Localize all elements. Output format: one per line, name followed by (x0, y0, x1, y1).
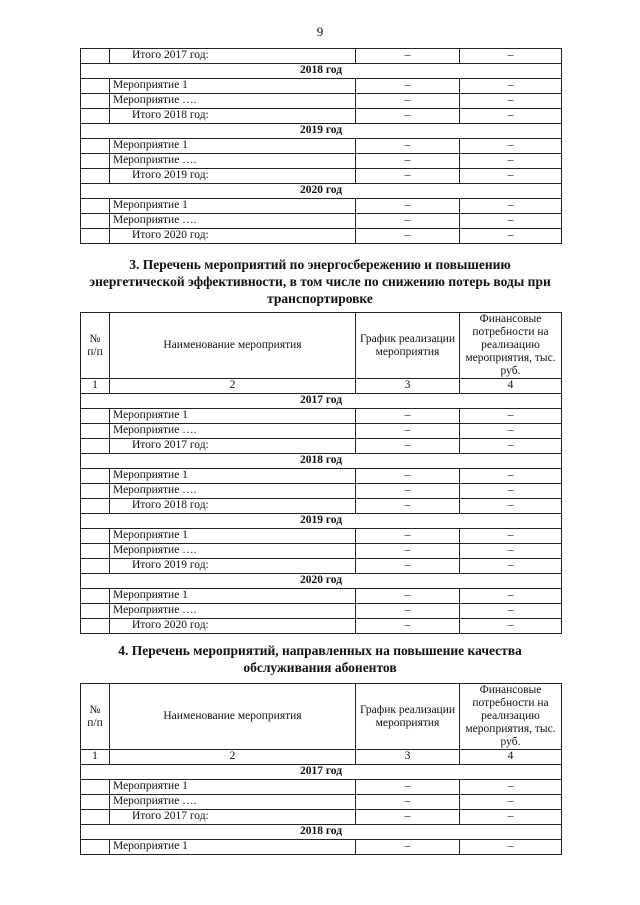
table-row (81, 94, 562, 109)
page-number: 9 (316, 24, 324, 39)
year-row (81, 64, 562, 79)
header-finance: Финансовые потребности на реализацию мероприятия, тыс. руб. (460, 684, 562, 750)
table-body (81, 49, 562, 244)
year-label: 2020 год (81, 184, 562, 199)
col-num-4: 4 (460, 750, 562, 765)
table-body (81, 684, 562, 855)
year-row (81, 124, 562, 139)
year-row (81, 394, 562, 409)
col-num-2: 2 (110, 750, 356, 765)
schedule-cell: – (356, 229, 460, 244)
schedule-cell: – (356, 529, 460, 544)
activity-name: Мероприятие 1 (110, 199, 356, 214)
activity-name: Мероприятие 1 (110, 589, 356, 604)
schedule-cell: – (356, 439, 460, 454)
year-row (81, 514, 562, 529)
year-row (81, 184, 562, 199)
table-row (81, 154, 562, 169)
total-row (81, 109, 562, 124)
total-row (81, 439, 562, 454)
header-number: № п/п (81, 684, 110, 750)
row-number-cell (81, 409, 110, 424)
row-number-cell (81, 795, 110, 810)
finance-cell: – (460, 424, 562, 439)
schedule-cell: – (356, 840, 460, 855)
total-label: Итого 2018 год: (110, 109, 356, 124)
finance-cell: – (460, 109, 562, 124)
header-name: Наименование мероприятия (110, 684, 356, 750)
table-row (81, 589, 562, 604)
table-row (81, 840, 562, 855)
year-label: 2017 год (81, 765, 562, 780)
row-number-cell (81, 94, 110, 109)
row-number-cell (81, 169, 110, 184)
table-row (81, 544, 562, 559)
row-number-cell (81, 139, 110, 154)
table-row (81, 469, 562, 484)
schedule-cell: – (356, 49, 460, 64)
finance-cell: – (460, 439, 562, 454)
schedule-cell: – (356, 109, 460, 124)
row-number-cell (81, 229, 110, 244)
table-row (81, 529, 562, 544)
year-label: 2017 год (81, 394, 562, 409)
row-number-cell (81, 589, 110, 604)
year-label: 2019 год (81, 514, 562, 529)
row-number-cell (81, 439, 110, 454)
activity-name: Мероприятие 1 (110, 79, 356, 94)
row-number-cell (81, 214, 110, 229)
row-number-cell (81, 544, 110, 559)
total-row (81, 499, 562, 514)
total-label: Итого 2019 год: (110, 559, 356, 574)
total-label: Итого 2020 год: (110, 619, 356, 634)
total-label: Итого 2018 год: (110, 499, 356, 514)
activity-name: Мероприятие 1 (110, 780, 356, 795)
row-number-cell (81, 199, 110, 214)
row-number-cell (81, 109, 110, 124)
year-row (81, 574, 562, 589)
row-number-cell (81, 619, 110, 634)
table-row (81, 139, 562, 154)
finance-cell: – (460, 154, 562, 169)
row-number-cell (81, 529, 110, 544)
total-row (81, 810, 562, 825)
finance-cell: – (460, 559, 562, 574)
schedule-cell: – (356, 604, 460, 619)
table-row (81, 424, 562, 439)
table-row (81, 199, 562, 214)
finance-cell: – (460, 214, 562, 229)
schedule-cell: – (356, 214, 460, 229)
table-header-row (81, 313, 562, 379)
row-number-cell (81, 79, 110, 94)
col-num-1: 1 (81, 750, 110, 765)
table-row (81, 484, 562, 499)
total-label: Итого 2017 год: (110, 810, 356, 825)
year-row (81, 765, 562, 780)
year-row (81, 825, 562, 840)
schedule-cell: – (356, 169, 460, 184)
schedule-cell: – (356, 139, 460, 154)
col-num-2: 2 (110, 379, 356, 394)
schedule-cell: – (356, 619, 460, 634)
section-4-title: 4. Перечень мероприятий, направленных на повышение качества обслуживания абонентов (118, 643, 522, 675)
finance-cell: – (460, 619, 562, 634)
finance-cell: – (460, 589, 562, 604)
schedule-cell: – (356, 469, 460, 484)
activity-name: Мероприятие …. (110, 154, 356, 169)
activity-name: Мероприятие 1 (110, 139, 356, 154)
header-schedule: График реализации мероприятия (356, 684, 460, 750)
finance-cell: – (460, 229, 562, 244)
row-number-cell (81, 840, 110, 855)
activity-name: Мероприятие …. (110, 795, 356, 810)
finance-cell: – (460, 604, 562, 619)
schedule-cell: – (356, 154, 460, 169)
col-num-3: 3 (356, 379, 460, 394)
row-number-cell (81, 780, 110, 795)
activity-name: Мероприятие …. (110, 424, 356, 439)
row-number-cell (81, 499, 110, 514)
header-schedule: График реализации мероприятия (356, 313, 460, 379)
schedule-cell: – (356, 199, 460, 214)
section-4-table (80, 683, 562, 855)
activity-name: Мероприятие 1 (110, 529, 356, 544)
header-number: № п/п (81, 313, 110, 379)
column-numbers-row (81, 750, 562, 765)
total-row (81, 169, 562, 184)
col-num-1: 1 (81, 379, 110, 394)
col-num-4: 4 (460, 379, 562, 394)
table-row (81, 214, 562, 229)
year-label: 2018 год (81, 454, 562, 469)
row-number-cell (81, 810, 110, 825)
finance-cell: – (460, 499, 562, 514)
total-row (81, 559, 562, 574)
table-row (81, 409, 562, 424)
finance-cell: – (460, 795, 562, 810)
finance-cell: – (460, 169, 562, 184)
finance-cell: – (460, 94, 562, 109)
finance-cell: – (460, 840, 562, 855)
schedule-cell: – (356, 559, 460, 574)
header-name: Наименование мероприятия (110, 313, 356, 379)
activity-name: Мероприятие 1 (110, 409, 356, 424)
row-number-cell (81, 424, 110, 439)
section-3-table (80, 312, 562, 634)
table-header-row (81, 684, 562, 750)
activity-name: Мероприятие …. (110, 604, 356, 619)
finance-cell: – (460, 79, 562, 94)
total-row (81, 619, 562, 634)
table-row (81, 795, 562, 810)
schedule-cell: – (356, 810, 460, 825)
schedule-cell: – (356, 94, 460, 109)
plan-table-continued (80, 48, 562, 244)
schedule-cell: – (356, 780, 460, 795)
row-number-cell (81, 49, 110, 64)
year-label: 2018 год (81, 825, 562, 840)
activity-name: Мероприятие 1 (110, 469, 356, 484)
total-row (81, 229, 562, 244)
finance-cell: – (460, 484, 562, 499)
activity-name: Мероприятие 1 (110, 840, 356, 855)
total-label: Итого 2017 год: (110, 49, 356, 64)
schedule-cell: – (356, 499, 460, 514)
total-label: Итого 2019 год: (110, 169, 356, 184)
finance-cell: – (460, 810, 562, 825)
finance-cell: – (460, 199, 562, 214)
schedule-cell: – (356, 424, 460, 439)
finance-cell: – (460, 139, 562, 154)
total-row (81, 49, 562, 64)
column-numbers-row (81, 379, 562, 394)
section-3-title: 3. Перечень мероприятий по энергосбережению и повышению энергетической эффективности, в том числе по снижению потерь воды при транспортировке (89, 257, 551, 306)
total-label: Итого 2020 год: (110, 229, 356, 244)
row-number-cell (81, 484, 110, 499)
schedule-cell: – (356, 409, 460, 424)
row-number-cell (81, 559, 110, 574)
row-number-cell (81, 154, 110, 169)
row-number-cell (81, 604, 110, 619)
finance-cell: – (460, 469, 562, 484)
table-body (81, 313, 562, 634)
activity-name: Мероприятие …. (110, 544, 356, 559)
activity-name: Мероприятие …. (110, 484, 356, 499)
schedule-cell: – (356, 795, 460, 810)
activity-name: Мероприятие …. (110, 214, 356, 229)
year-label: 2019 год (81, 124, 562, 139)
row-number-cell (81, 469, 110, 484)
table-row (81, 604, 562, 619)
finance-cell: – (460, 409, 562, 424)
finance-cell: – (460, 529, 562, 544)
finance-cell: – (460, 780, 562, 795)
finance-cell: – (460, 49, 562, 64)
total-label: Итого 2017 год: (110, 439, 356, 454)
finance-cell: – (460, 544, 562, 559)
activity-name: Мероприятие …. (110, 94, 356, 109)
table-row (81, 780, 562, 795)
schedule-cell: – (356, 79, 460, 94)
col-num-3: 3 (356, 750, 460, 765)
year-label: 2018 год (81, 64, 562, 79)
year-row (81, 454, 562, 469)
schedule-cell: – (356, 544, 460, 559)
header-finance: Финансовые потребности на реализацию мероприятия, тыс. руб. (460, 313, 562, 379)
schedule-cell: – (356, 589, 460, 604)
year-label: 2020 год (81, 574, 562, 589)
table-row (81, 79, 562, 94)
schedule-cell: – (356, 484, 460, 499)
